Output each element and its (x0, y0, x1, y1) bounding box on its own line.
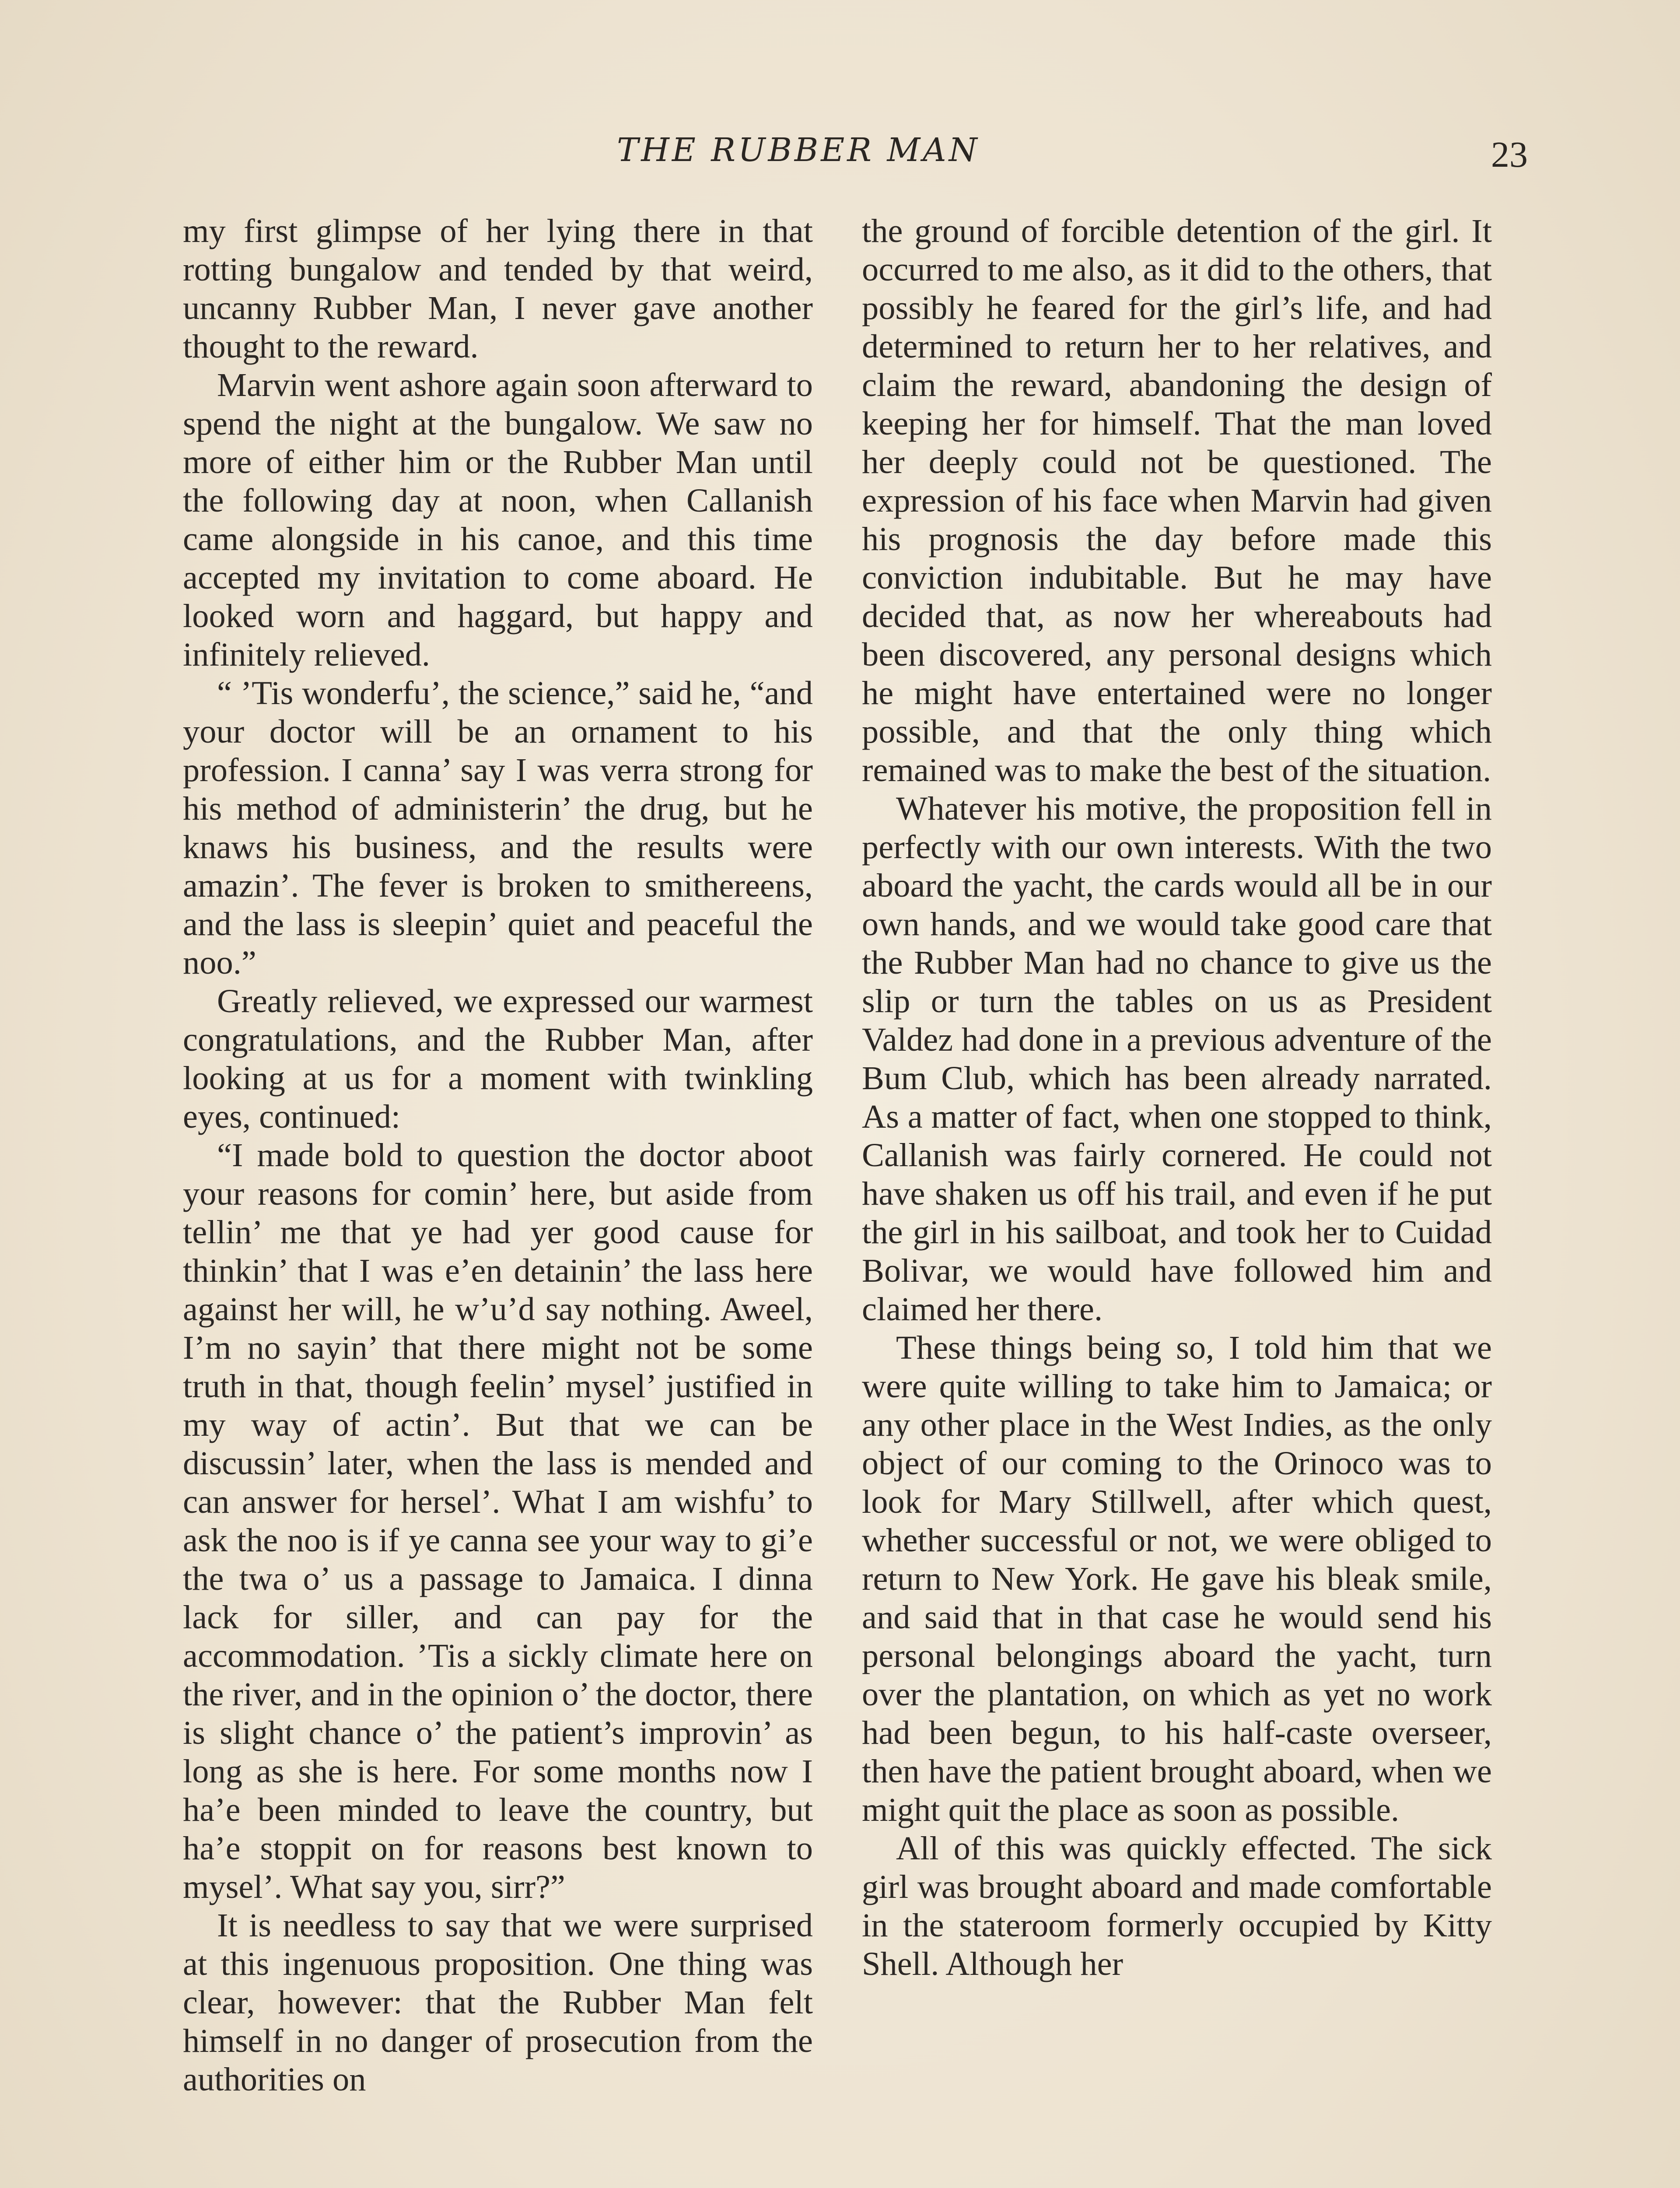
paragraph: the ground of forcible detention of the girl. It occurred to me also, as it did to the others, that possibly he feared for the girl’s life, and had determined to return her to her relatives, and claim the reward, abandoning the design of keeping her for himself. That the man loved her deeply could not be questioned. The expression of his face when Marvin had given his prognosis the day before made this conviction indubitable. But he may have decided that, as now her whereabouts had been discovered, any personal designs which he might have entertained were no longer possible, and that the only thing which remained was to make the best of the situation. (862, 212, 1492, 789)
running-title: THE RUBBER MAN (617, 131, 980, 169)
paragraph: All of this was quickly effected. The sick girl was brought aboard and made comfortable in the stateroom formerly occupied by Kitty Shell. Although her (862, 1830, 1492, 1982)
right-column (862, 212, 1492, 2188)
paragraph: “I made bold to question the doctor aboot your reasons for comin’ here, but aside from tellin’ me that ye had yer good cause for thinkin’ that I was e’en detainin’ the lass here against her will, he w’u’d say nothing. Aweel, I’m no sayin’ that there might not be some truth in that, though feelin’ mysel’ justified in my way of actin’. But that we can be discussin’ later, when the lass is mended and can answer for hersel’. What I am wishfu’ to ask the noo is if ye canna see your way to gi’e the twa o’ us a passage to Jamaica. I dinna lack for siller, and can pay for the accommodation. ’Tis a sickly climate here on the river, and in the opinion o’ the doctor, there is slight chance o’ the patient’s improvin’ as long as she is here. For some months now I ha’e been minded to leave the country, but ha’e stoppit on for reasons best known to mysel’. What say you, sirr?” (183, 1136, 813, 1905)
paragraph: It is needless to say that we were surprised at this ingenuous proposition. One thing was clear, however: that the Rubber Man felt himself in no danger of prosecution from the authorities on (183, 1907, 813, 2098)
paragraph: “ ’Tis wonderfu’, the science,” said he, “and your doctor will be an ornament to his profession. I canna’ say I was verra strong for his method of administerin’ the drug, but he knaws his business, and the results were amazin’. The fever is broken to smithereens, and the lass is sleepin’ quiet and peaceful the noo.” (183, 674, 813, 981)
paragraph: Whatever his motive, the proposition fell in perfectly with our own interests. With the two aboard the yacht, the cards would all be in our own hands, and we would take good care that the Rubber Man had no chance to give us the slip or turn the tables on us as President Valdez had done in a previous adventure of the Bum Club, which has been already narrated. As a matter of fact, when one stopped to think, Callanish was fairly cornered. He could not have shaken us off his trail, and even if he put the girl in his sailboat, and took her to Cuidad Bolivar, we would have followed him and claimed her there. (862, 790, 1492, 1328)
paragraph: Marvin went ashore again soon afterward to spend the night at the bungalow. We saw no more of either him or the Rubber Man until the following day at noon, when Callanish came alongside in his canoe, and this time accepted my invitation to come aboard. He looked worn and haggard, but happy and infinitely relieved. (183, 366, 813, 673)
page-number: 23 (1491, 134, 1528, 175)
paragraph: my first glimpse of her lying there in that rotting bungalow and tended by that weird, uncanny Rubber Man, I never gave another thought to the reward. (183, 212, 813, 365)
paragraph: These things being so, I told him that we were quite willing to take him to Jamaica; or any other place in the West Indies, as the only object of our coming to the Orinoco was to look for Mary Stillwell, after which quest, whether successful or not, we were obliged to return to New York. He gave his bleak smile, and said that in that case he would send his personal belongings aboard the yacht, turn over the plantation, on which as yet no work had been begun, to his half-caste overseer, then have the patient brought aboard, when we might quit the place as soon as possible. (862, 1329, 1492, 1828)
paragraph: Greatly relieved, we expressed our warmest congratulations, and the Rubber Man, after looking at us for a moment with twinkling eyes, continued: (183, 982, 813, 1135)
left-column (183, 212, 813, 2188)
